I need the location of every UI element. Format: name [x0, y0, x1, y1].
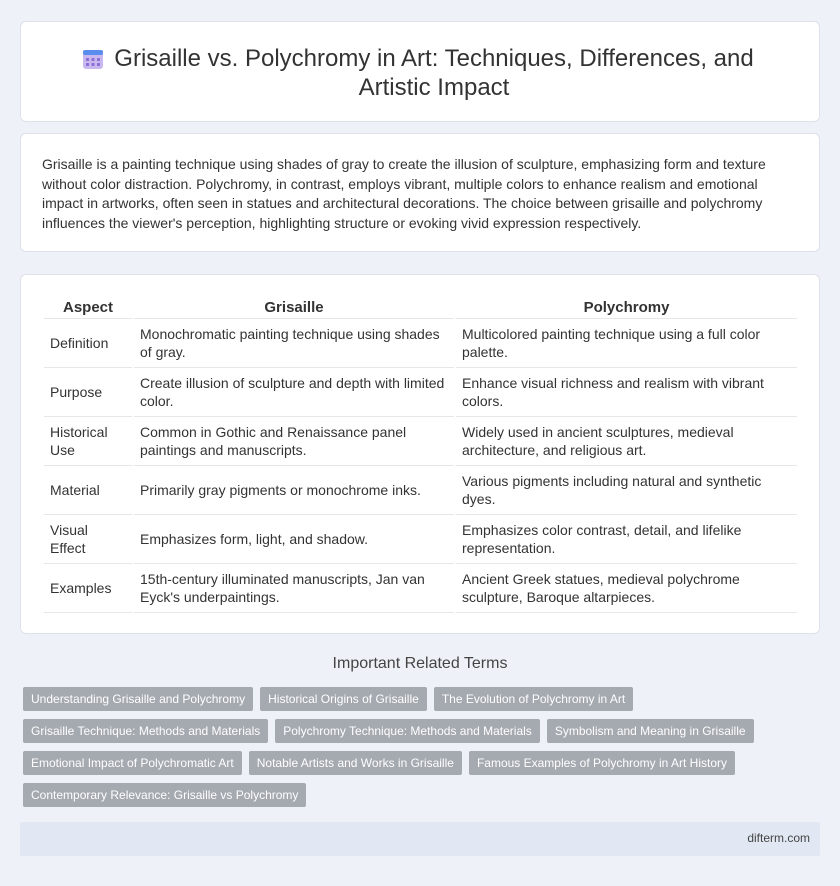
related-term-link[interactable]: Contemporary Relevance: Grisaille vs Polychromy	[23, 783, 306, 807]
related-terms-list	[23, 687, 803, 815]
title-card	[20, 21, 820, 122]
cell-aspect: Definition	[44, 319, 132, 368]
cell-grisaille: Primarily gray pigments or monochrome inks.	[134, 466, 454, 515]
cell-polychromy: Enhance visual richness and realism with vibrant colors.	[456, 368, 797, 417]
comparison-table	[42, 295, 799, 613]
cell-grisaille: Emphasizes form, light, and shadow.	[134, 515, 454, 564]
header-aspect: Aspect	[44, 295, 132, 319]
cell-aspect: Material	[44, 466, 132, 515]
intro-text: Grisaille is a painting technique using shades of gray to create the illusion of sculpture, emphasizing form and texture without color distraction. Polychromy, in contrast, employs vibrant, multiple colors to enhance realism and emotional impact in artworks, often seen in statues and architectural decorations. The choice between grisaille and polychromy influences the viewer's perception, highlighting structure or evoking vivid expression respectively.	[42, 156, 766, 231]
footer-site-link[interactable]: difterm.com	[747, 831, 810, 845]
cell-polychromy: Ancient Greek statues, medieval polychrome sculpture, Baroque altarpieces.	[456, 564, 797, 613]
related-term-link[interactable]: Understanding Grisaille and Polychromy	[23, 687, 253, 711]
cell-grisaille: 15th-century illuminated manuscripts, Jan van Eyck's underpaintings.	[134, 564, 454, 613]
related-term-link[interactable]: Symbolism and Meaning in Grisaille	[547, 719, 754, 743]
cell-aspect: Visual Effect	[44, 515, 132, 564]
intro-card	[20, 133, 820, 252]
comparison-card	[20, 274, 820, 634]
table-header-row	[44, 295, 797, 319]
related-term-link[interactable]: Famous Examples of Polychromy in Art History	[469, 751, 735, 775]
footer	[20, 822, 820, 856]
cell-grisaille: Common in Gothic and Renaissance panel paintings and manuscripts.	[134, 417, 454, 466]
table-row	[44, 515, 797, 564]
cell-polychromy: Widely used in ancient sculptures, medieval architecture, and religious art.	[456, 417, 797, 466]
table-row	[44, 319, 797, 368]
cell-aspect: Historical Use	[44, 417, 132, 466]
related-term-link[interactable]: Polychromy Technique: Methods and Materials	[275, 719, 540, 743]
cell-aspect: Examples	[44, 564, 132, 613]
related-term-link[interactable]: Notable Artists and Works in Grisaille	[249, 751, 462, 775]
cell-polychromy: Various pigments including natural and synthetic dyes.	[456, 466, 797, 515]
header-polychromy: Polychromy	[456, 295, 797, 319]
table-row	[44, 368, 797, 417]
cell-aspect: Purpose	[44, 368, 132, 417]
header-grisaille: Grisaille	[134, 295, 454, 319]
cell-grisaille: Monochromatic painting technique using shades of gray.	[134, 319, 454, 368]
table-row	[44, 564, 797, 613]
related-term-link[interactable]: Historical Origins of Grisaille	[260, 687, 427, 711]
related-term-link[interactable]: Grisaille Technique: Methods and Materials	[23, 719, 268, 743]
cell-polychromy: Emphasizes color contrast, detail, and lifelike representation.	[456, 515, 797, 564]
table-row	[44, 466, 797, 515]
related-term-link[interactable]: The Evolution of Polychromy in Art	[434, 687, 633, 711]
related-term-link[interactable]: Emotional Impact of Polychromatic Art	[23, 751, 242, 775]
related-terms-heading: Important Related Terms	[332, 655, 508, 672]
cell-polychromy: Multicolored painting technique using a full color palette.	[456, 319, 797, 368]
cell-grisaille: Create illusion of sculpture and depth with limited color.	[134, 368, 454, 417]
table-row	[44, 417, 797, 466]
page-title: Grisaille vs. Polychromy in Art: Techniques, Differences, and Artistic Impact	[114, 45, 754, 101]
